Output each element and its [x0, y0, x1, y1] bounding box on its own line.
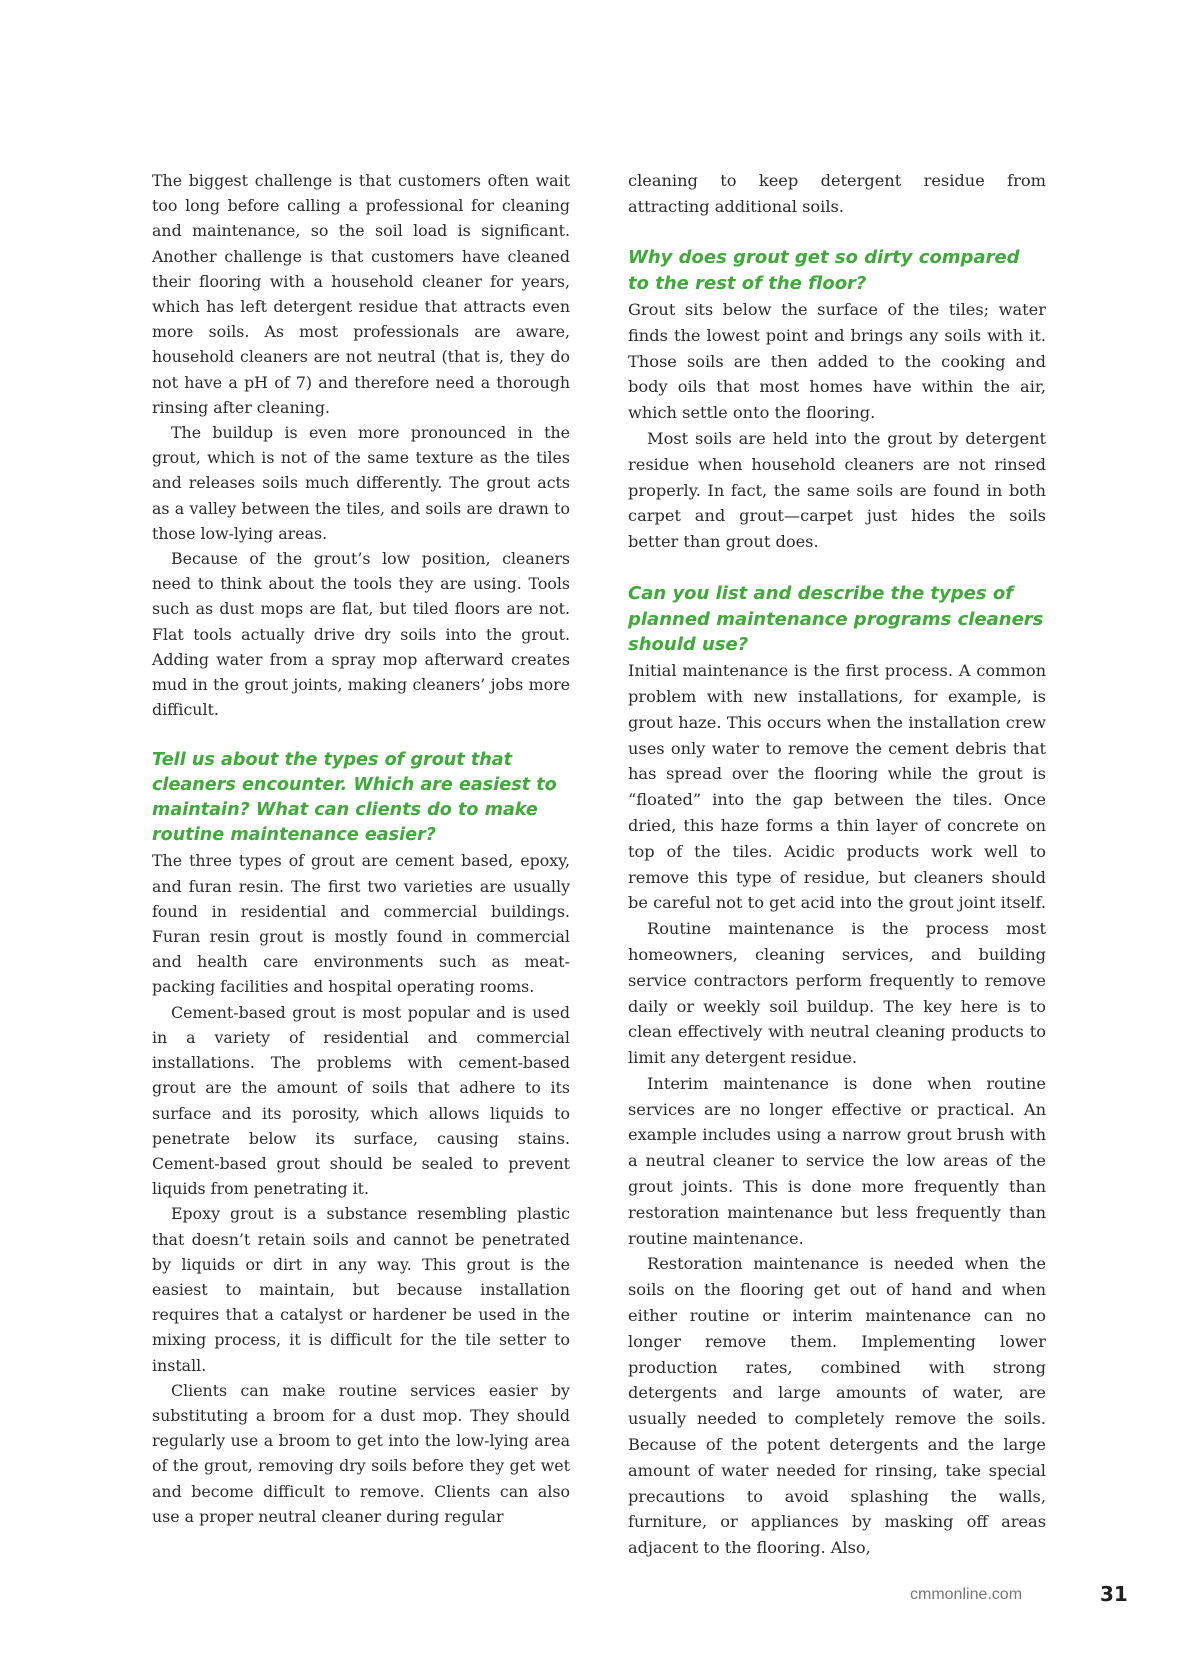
right-column — [628, 168, 1046, 1561]
paragraph: Initial maintenance is the first process. A common problem with new installations, for example, is grout haze. This occurs when the installation crew uses only water to remove the cement debris that has spread over the flooring while the grout is “floated” into the gap between the tiles. Once dried, this haze forms a thin layer of concrete on top of the tiles. Acidic products work well to remove this type of residue, but cleaners should be careful not to get acid into the grout joint itself. — [628, 661, 1046, 913]
page-number: 31 — [1100, 1582, 1128, 1606]
spacer — [628, 220, 1046, 246]
footer-site-link[interactable]: cmmonline.com — [910, 1586, 1023, 1603]
paragraph: The three types of grout are cement based, epoxy, and furan resin. The first two varieties are usually found in residential and commercial buildings. Furan resin grout is mostly found in commercial and health care environments such as meat-packing facilities and hospital operating rooms. — [152, 851, 570, 997]
paragraph: Because of the grout’s low position, cleaners need to think about the tools they are using. Tools such as dust mops are flat, but tiled floors are not. Flat tools actually drive dry soils into the grout. Adding water from a spray mop afterward creates mud in the grout joints, making cleaners’ jobs more difficult. — [152, 549, 570, 720]
paragraph: Clients can make routine services easier by substituting a broom for a dust mop. They should regularly use a broom to get into the low-lying area of the grout, removing dry soils before they get wet and become difficult to remove. Clients can also use a proper neutral cleaner during regular — [152, 1380, 570, 1526]
paragraph: Epoxy grout is a substance resembling plastic that doesn’t retain soils and cannot be penetrated by liquids or dirt in any way. This grout is the easiest to maintain, but because installation requires that a catalyst or hardener be used in the mixing process, it is difficult for the tile setter to install. — [152, 1204, 570, 1375]
paragraph: Interim maintenance is done when routine services are no longer effective or practical. An example includes using a narrow grout brush with a neutral cleaner to service the low areas of the grout joints. This is done more frequently than restoration maintenance but less frequently than routine maintenance. — [628, 1073, 1046, 1248]
paragraph: Most soils are held into the grout by detergent residue when household cleaners are not rinsed properly. In fact, the same soils are found in both carpet and grout—carpet just hides the soils better than grout does. — [628, 428, 1046, 552]
section-heading: Can you list and describe the types of planned maintenance programs cleaners should use? — [628, 582, 1044, 656]
paragraph: The biggest challenge is that customers often wait too long before calling a professional for cleaning and maintenance, so the soil load is significant. Another challenge is that customers have cleaned their flooring with a household cleaner for years, which has left detergent residue that attracts even more soils. As most professionals are aware, household cleaners are not neutral (that is, they do not have a pH of 7) and therefore need a thorough rinsing after cleaning. — [152, 171, 570, 417]
left-column — [152, 168, 570, 1529]
spacer — [152, 722, 570, 747]
paragraph: Cement-based grout is most popular and is used in a variety of residential and commercial installations. The problems with cement-based grout are the amount of soils that adhere to its surface and its porosity, which allows liquids to penetrate below its surface, causing stains. Cement-based grout should be sealed to prevent liquids from penetrating it. — [152, 1002, 570, 1199]
paragraph: Routine maintenance is the process most homeowners, cleaning services, and building service contractors perform frequently to remove daily or weekly soil buildup. The key here is to clean effectively with neutral cleaning products to limit any detergent residue. — [628, 919, 1046, 1068]
paragraph: Grout sits below the surface of the tiles; water finds the lowest point and brings any soils with it. Those soils are then added to the cooking and body oils that most homes have within the air, which settle onto the flooring. — [628, 299, 1046, 423]
spacer — [628, 555, 1046, 581]
paragraph: The buildup is even more pronounced in the grout, which is not of the same texture as the tiles and releases soils much differently. The grout acts as a valley between the tiles, and soils are drawn to those low-lying areas. — [152, 423, 570, 543]
paragraph: cleaning to keep detergent residue from attracting additional soils. — [628, 171, 1046, 216]
paragraph: Restoration maintenance is needed when the soils on the flooring get out of hand and when either routine or interim maintenance can no longer remove them. Implementing lower production rates, combined with strong detergents and large amounts of water, are usually needed to completely remove the soils. Because of the potent detergents and the large amount of water needed for rinsing, take special precautions to avoid splashing the walls, furniture, or appliances by masking off areas adjacent to the flooring. Also, — [628, 1254, 1046, 1558]
section-heading: Tell us about the types of grout that cleaners encounter. Which are easiest to maintain? What can clients do to make routine maintenance easier? — [152, 749, 557, 846]
section-heading: Why does grout get so dirty compared to the rest of the floor? — [628, 247, 1020, 295]
